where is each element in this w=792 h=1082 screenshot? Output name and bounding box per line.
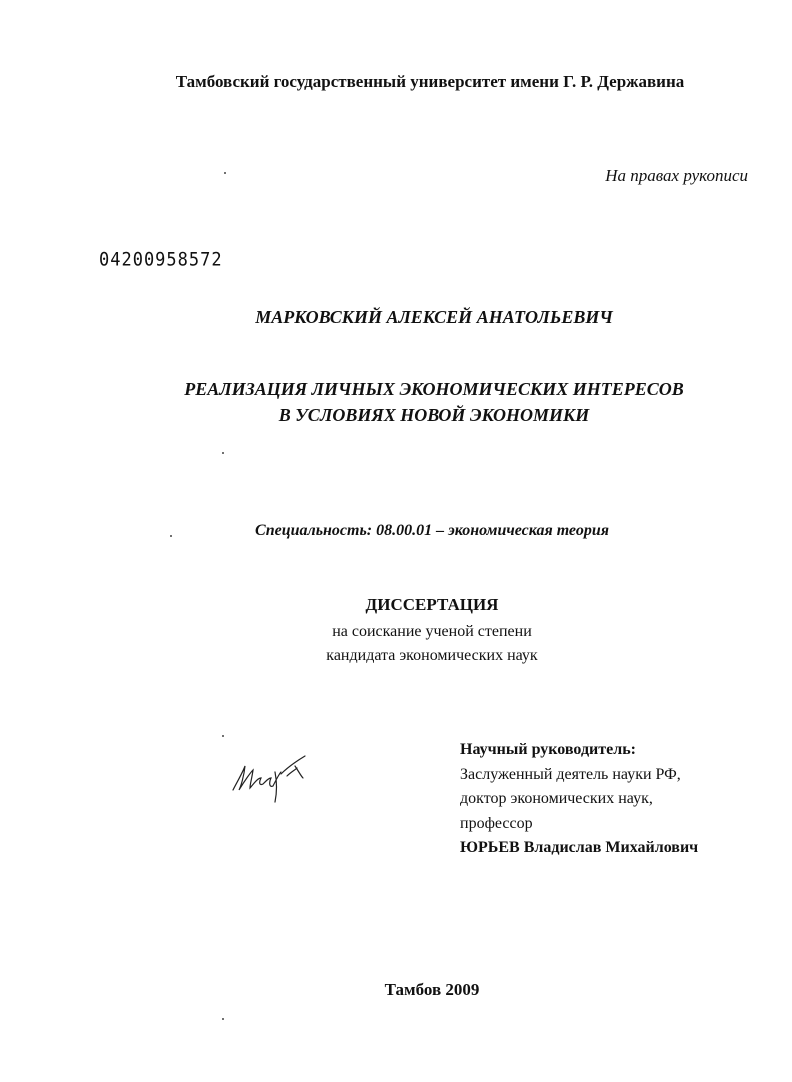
degree-line-1: на соискание ученой степени (332, 623, 532, 640)
advisor-title-2: доктор экономических наук, (460, 790, 653, 807)
advisor-name: ЮРЬЕВ Владислав Михайлович (460, 839, 699, 856)
city-year: Тамбов 2009 (384, 980, 480, 999)
scan-speck (170, 535, 172, 537)
scan-speck (222, 735, 224, 737)
specialty: Специальность: 08.00.01 – экономическая теория (255, 522, 609, 539)
catalog-number: 04200958572 (99, 249, 223, 271)
title-line-2: В УСЛОВИЯХ НОВОЙ ЭКОНОМИКИ (278, 405, 590, 425)
degree-description (36, 620, 792, 668)
scientific-advisor (460, 738, 698, 861)
scan-speck (222, 452, 224, 454)
advisor-title-1: Заслуженный деятель науки РФ, (460, 765, 681, 783)
manuscript-note: На правах рукописи (605, 166, 748, 185)
work-kind: ДИССЕРТАЦИЯ (365, 595, 499, 614)
scan-speck (222, 1018, 224, 1020)
author-name: МАРКОВСКИЙ АЛЕКСЕЙ АНАТОЛЬЕВИЧ (255, 307, 613, 327)
university-name: Тамбовский государственный университет имени Г. Р. Державина (175, 72, 685, 91)
degree-line-2: кандидата экономических наук (326, 647, 538, 664)
advisor-heading: Научный руководитель: (460, 741, 636, 758)
dissertation-title (40, 376, 792, 428)
signature-icon (225, 742, 320, 807)
title-line-1: РЕАЛИЗАЦИЯ ЛИЧНЫХ ЭКОНОМИЧЕСКИХ ИНТЕРЕСОВ (184, 379, 684, 399)
advisor-title-3: профессор (460, 814, 533, 832)
scan-speck (224, 172, 226, 174)
